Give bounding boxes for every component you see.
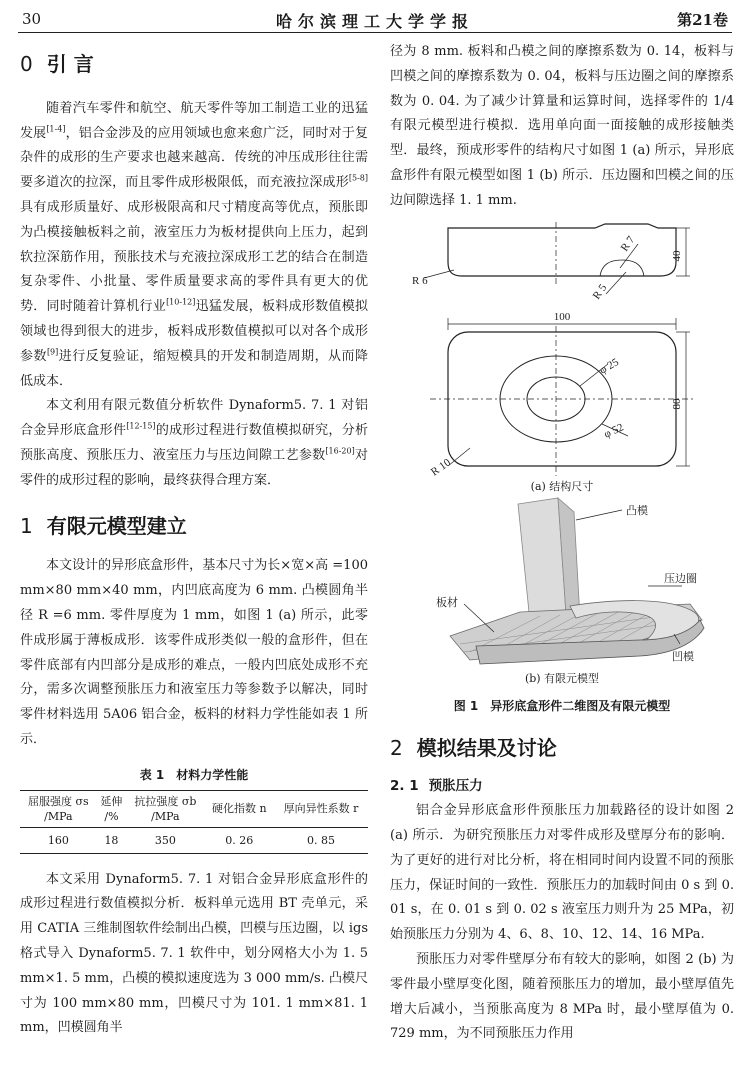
right-column [390, 40, 734, 1047]
citation: [1-4] [46, 124, 66, 134]
structure-drawing [390, 214, 734, 480]
fem-paragraph-continued: 径为 8 mm. 板料和凸模之间的摩擦系数为 0. 14，板料与凹模之间的摩擦系数为 0. 04，板料与压边圈之间的摩擦系数为 0. 04. 为了减少计算量和运算时间，选择零件的 1/4 有限元模型进行模拟．选用单向面一面接触的成形接触类型．最终，预成形零件的结构尺寸如图 1 (a) 所示，异形底盒形件有限元模型如图 1 (b) 所示．压边圈和凹模之间的压边间隙选择 1. 1 mm. [390, 44, 734, 208]
dim-100-label: 100 [553, 310, 571, 323]
section-results-heading: 2 模拟结果及讨论 [390, 735, 557, 760]
material-properties-table [20, 790, 368, 854]
table-header-cell: 厚向异性系数 r [274, 790, 368, 827]
intro-paragraph-2: 本文利用有限元数值分析软件 Dynaform5. 7. 1 对铝合金异形底盒形件[12-15]的成形过程进行数值模拟研究，分析预胀高度、预胀压力、液室压力与压边间隙工艺参数[16-20]对零件的成形过程的影响，最终获得合理方案． [20, 398, 368, 488]
citation: [9] [46, 347, 59, 357]
figure-1b-caption: (b) 有限元模型 [524, 671, 600, 685]
figure-1-caption: 图 1 异形底盒形件二维图及有限元模型 [453, 698, 671, 713]
sheet-label: 板材 [436, 595, 458, 609]
table-header-cell: 延伸 /% [97, 790, 126, 827]
r10-label: R 10 [428, 456, 453, 479]
subsection-heading: 2. 1 预胀压力 [390, 778, 483, 795]
table-cell: 18 [97, 827, 126, 853]
table-cell: 350 [126, 827, 204, 853]
table-caption: 表 1 材料力学性能 [139, 767, 249, 782]
figure-1a-caption: (a) 结构尺寸 [530, 479, 594, 493]
fem-paragraph-1: 本文设计的异形底盒形件，基本尺寸为长×宽×高 =100 mm×80 mm×40 mm，内凹底高度为 6 mm. 凸模圆角半径 R =6 mm. 零件厚度为 1 mm，如图 1 (a) 所示，此零件成形属于薄板成形．该零件成形类似一般的盒形件，但在零件底部有内凹部分是成形的难点，一般内凹底处成形不充分，需多次调整预胀压力和液室压力等参数予以解决，同时零件材料选用 5A06 铝合金，板料的材料力学性能如表 1 所示． [20, 558, 368, 747]
results-paragraph-2: 预胀压力对零件壁厚分布有较大的影响，如图 2 (b) 为零件最小壁厚变化图，随着预胀压力的增加，最小壁厚值先增大后减小，当预胀高度为 8 MPa 时，最小壁厚值为 0. 729 mm，为不同预胀压力作用 [390, 951, 734, 1042]
left-column [20, 40, 368, 1041]
phi25-label: φ 25 [597, 355, 621, 377]
r7-label: R 7 [618, 233, 638, 254]
side-view-recess [600, 260, 644, 276]
table-row [20, 827, 368, 853]
journal-title: 哈尔滨理工大学学报 [275, 12, 474, 31]
table-header-cell: 硬化指数 n [205, 790, 274, 827]
section-intro-heading: 0 引 言 [20, 52, 94, 76]
phi52-label: φ 52 [602, 420, 626, 441]
blank-holder-label: 压边圈 [664, 571, 697, 585]
citation: [10-12] [166, 297, 196, 307]
r5-label: R 5 [590, 281, 610, 302]
dim-80-label: 80 [671, 398, 683, 410]
citation: [5-8] [348, 173, 368, 183]
volume-label: 第21卷 [677, 11, 728, 29]
r6-label: R 6 [412, 274, 428, 287]
page-header [18, 6, 732, 33]
punch-shape [518, 498, 566, 622]
table-cell: 160 [20, 827, 97, 853]
side-view-outline [448, 224, 676, 276]
citation: [16-20] [325, 446, 355, 456]
fem-model-drawing [390, 494, 734, 672]
intro-paragraph-1: 随着汽车零件和航空、航天零件等加工制造工业的迅猛发展[1-4]，铝合金涉及的应用领域也愈来愈广泛，同时对于复杂件的成形的生产要求也越来越高．传统的冲压成形往往需要多道次的拉深，而且零件成形极限低，而充液拉深成形[5-8]具有成形质量好、成形极限高和尺寸精度高等优点，预胀即为凸模接触板料之前，液室压力为板材提供向上压力，起到软拉深筋作用，预胀技术与充液拉深成形工艺的结合在制造复杂零件、小批量、零件质量要求高的零件具有更大的优势．同时随着计算机行业[10-12]迅猛发展，板料成形数值模拟领域也得到很大的进步，板料成形数值模拟可以对各个成形参数[9]进行反复验证，缩短模具的开发和制造周期，从而降低成本． [20, 100, 368, 389]
figure-1 [390, 214, 734, 714]
citation: [12-15] [126, 421, 156, 431]
die-label: 凹模 [672, 649, 694, 663]
results-paragraph-1: 铝合金异形底盒形件预胀压力加载路径的设计如图 2 (a) 所示．为研究预胀压力对零件成形及壁厚分布的影响．为了更好的进行对比分析，将在相同时间内设置不同的预胀压力，保证时间的一致性．预胀压力的加载时间由 0 s 到 0. 01 s，在 0. 01 s 到 0. 02 s 液室压力则升为 25 MPa，初始预胀压力分别为 4、6、8、10、12、14、16 MPa. [390, 803, 734, 943]
fem-paragraph-2: 本文采用 Dynaform5. 7. 1 对铝合金异形底盒形件的成形过程进行数值模拟分析．板料单元选用 BT 壳单元，采用 CATIA 三维制图软件绘制出凸模，凹模与压边圈，以 igs 格式导入 Dynaform5. 7. 1 软件中，划分网格大小为 1. 5 mm×1. 5 mm，凸模的模拟速度选为 3 000 mm/s. 凸模尺寸为 100 mm×80 mm，凹模尺寸为 101. 1 mm×81. 1 mm，凹模圆角半 [20, 871, 368, 1036]
table-header-cell: 抗拉强度 σb /MPa [126, 790, 204, 827]
page-number: 30 [22, 10, 42, 28]
table-cell: 0. 26 [205, 827, 274, 853]
dim-40-label: 40 [671, 250, 683, 262]
table-cell: 0. 85 [274, 827, 368, 853]
section-fem-heading: 1 有限元模型建立 [20, 513, 187, 538]
punch-label: 凸模 [626, 503, 648, 517]
table-header-cell: 屈服强度 σs /MPa [20, 790, 97, 827]
